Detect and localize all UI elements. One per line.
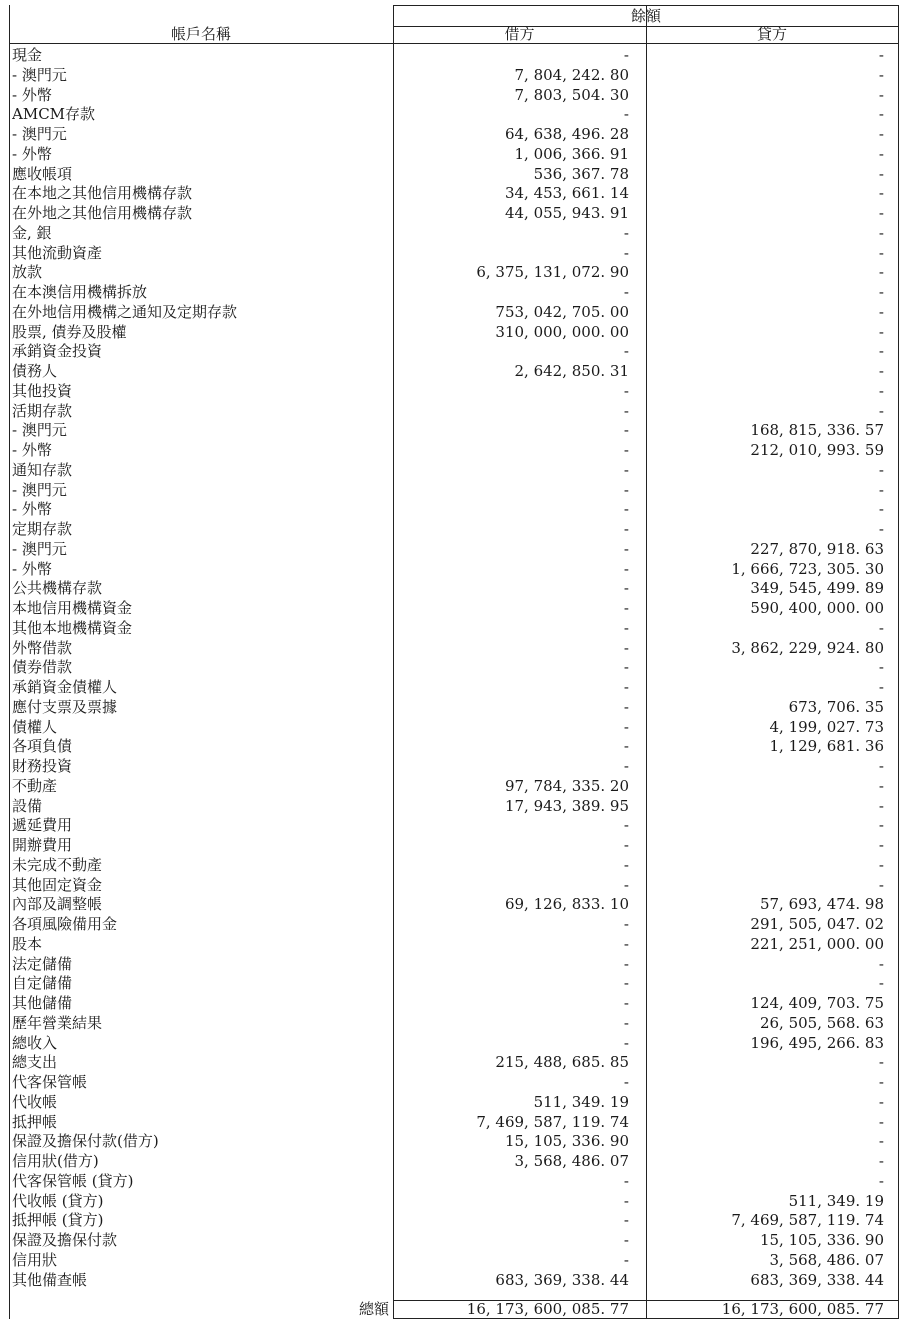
table-row (9, 835, 899, 855)
table-row (9, 697, 899, 717)
credit-value: - (878, 1073, 884, 1091)
account-name: - 外幣 (12, 559, 52, 578)
debit-value: - (623, 480, 629, 499)
credit-value: - (878, 836, 884, 854)
account-name: 總支出 (12, 1053, 58, 1072)
credit-value: 196, 495, 266. 83 (750, 1033, 884, 1052)
account-name: 股本 (12, 934, 43, 953)
credit-value: 349, 545, 499. 89 (750, 579, 884, 598)
account-name: 信用狀(借方) (12, 1152, 99, 1170)
table-row (9, 736, 899, 756)
table-row (9, 1092, 899, 1112)
credit-value: - (878, 1053, 884, 1072)
debit-value: - (623, 915, 629, 933)
debit-value: - (623, 559, 629, 578)
credit-value: - (878, 184, 884, 203)
account-name: - 澳門元 (12, 125, 67, 143)
debit-value: - (623, 539, 629, 558)
debit-value: 44, 055, 943. 91 (504, 204, 629, 222)
table-row (9, 341, 899, 361)
account-name: 公共機構存款 (12, 579, 103, 598)
debit-value: - (623, 105, 629, 124)
debit-value: 7, 803, 504. 30 (514, 85, 629, 104)
debit-value: - (623, 697, 629, 716)
account-name: 債券借款 (12, 658, 73, 677)
table-row (9, 1270, 899, 1290)
table-row (9, 934, 899, 954)
debit-value: - (623, 421, 629, 440)
account-name: 設備 (12, 796, 43, 815)
credit-value: - (878, 1092, 884, 1111)
credit-value: - (878, 401, 884, 420)
credit-value: - (878, 204, 884, 222)
debit-value: - (623, 1033, 629, 1052)
table-row (9, 124, 899, 144)
account-name: 抵押帳 (貸方) (12, 1211, 104, 1230)
debit-value: 1, 006, 366. 91 (514, 144, 629, 163)
account-name: 法定儲備 (12, 954, 73, 973)
account-name: 未完成不動產 (12, 855, 103, 874)
account-name: 本地信用機構資金 (12, 599, 133, 617)
debit-value: - (623, 717, 629, 736)
debit-value: - (623, 599, 629, 617)
table-row (9, 638, 899, 658)
table-row (9, 796, 899, 816)
table-row (9, 223, 899, 243)
table-row (9, 45, 899, 65)
account-name: - 澳門元 (12, 65, 67, 84)
total-credit: 16, 173, 600, 085. 77 (721, 1300, 884, 1318)
debit-value: 15, 105, 336. 90 (504, 1132, 629, 1151)
account-name: 放款 (12, 263, 43, 282)
credit-value: - (878, 1171, 884, 1190)
account-name: 股票, 債券及股權 (12, 322, 127, 341)
credit-value: 221, 251, 000. 00 (750, 934, 884, 953)
debit-value: - (623, 1250, 629, 1269)
credit-value: 511, 349. 19 (788, 1191, 884, 1210)
credit-value: - (878, 974, 884, 993)
credit-value: - (878, 618, 884, 637)
credit-value: - (878, 520, 884, 538)
table-row (9, 361, 899, 381)
total-debit: 16, 173, 600, 085. 77 (466, 1300, 629, 1318)
credit-value: - (878, 776, 884, 795)
debit-value: - (623, 1171, 629, 1190)
credit-value: - (878, 263, 884, 282)
table-row (9, 420, 899, 440)
credit-value: - (878, 480, 884, 499)
credit-value: - (878, 105, 884, 124)
table-row (9, 65, 899, 85)
table-row (9, 203, 899, 223)
credit-value: 57, 693, 474. 98 (759, 895, 884, 914)
debit-value: 64, 638, 496. 28 (504, 125, 629, 143)
account-name: 其他固定資金 (12, 875, 103, 894)
debit-value: - (623, 520, 629, 538)
debit-value: 17, 943, 389. 95 (504, 796, 629, 815)
debit-header: 借方 (504, 25, 535, 43)
account-name: 財務投資 (12, 757, 73, 775)
table-row (9, 756, 899, 776)
table-row (9, 677, 899, 697)
table-row (9, 578, 899, 598)
credit-value: - (878, 855, 884, 874)
credit-value: - (878, 816, 884, 835)
table-row (9, 717, 899, 737)
credit-value: - (878, 144, 884, 163)
table-row (9, 144, 899, 164)
table-row (9, 1191, 899, 1211)
debit-value: - (623, 757, 629, 775)
debit-value: - (623, 441, 629, 459)
table-row (9, 914, 899, 934)
account-name: 承銷資金投資 (12, 342, 103, 361)
table-row (9, 104, 899, 124)
credit-value: - (878, 46, 884, 64)
account-name: 不動產 (12, 776, 58, 795)
account-name: - 外幣 (12, 85, 52, 104)
credit-value: - (878, 302, 884, 321)
credit-value: - (878, 243, 884, 262)
credit-value: - (878, 223, 884, 242)
debit-value: - (623, 618, 629, 637)
debit-value: 34, 453, 661. 14 (504, 184, 629, 203)
account-name: 在外地信用機構之通知及定期存款 (12, 302, 238, 321)
credit-value: 227, 870, 918. 63 (750, 539, 884, 558)
account-name: - 澳門元 (12, 480, 67, 499)
account-name: - 澳門元 (12, 421, 67, 440)
account-name: 代收帳 (貸方) (12, 1191, 104, 1210)
table-row (9, 519, 899, 539)
credit-value: - (878, 322, 884, 341)
account-name: 保證及擔保付款(借方) (12, 1132, 159, 1151)
account-name: 在本地之其他信用機構存款 (12, 184, 193, 203)
debit-value: - (623, 223, 629, 242)
account-name: 信用狀 (12, 1250, 58, 1269)
credit-value: - (878, 164, 884, 183)
debit-value: 3, 568, 486. 07 (514, 1152, 629, 1170)
table-row (9, 480, 899, 500)
credit-value: - (878, 381, 884, 400)
table-row (9, 973, 899, 993)
account-name: 抵押帳 (12, 1112, 58, 1131)
credit-header: 貸方 (756, 25, 787, 43)
credit-value: - (878, 1112, 884, 1131)
debit-value: - (623, 46, 629, 64)
table-row (9, 1072, 899, 1092)
table-row (9, 855, 899, 875)
credit-value: 4, 199, 027. 73 (769, 717, 884, 736)
credit-value: 15, 105, 336. 90 (759, 1231, 884, 1249)
account-name: 開辦費用 (12, 836, 73, 854)
debit-value: - (623, 737, 629, 756)
account-name: 活期存款 (12, 401, 73, 420)
account-name: 其他投資 (12, 381, 73, 400)
credit-value: - (878, 65, 884, 84)
debit-value: - (623, 875, 629, 894)
debit-value: - (623, 638, 629, 657)
account-name: 應收帳項 (12, 164, 73, 183)
account-name: 內部及調整帳 (12, 895, 103, 914)
table-row (9, 539, 899, 559)
table-row (9, 1250, 899, 1270)
debit-value: 7, 469, 587, 119. 74 (476, 1112, 629, 1131)
table-row (9, 460, 899, 480)
credit-value: - (878, 125, 884, 143)
account-name: 外幣借款 (12, 638, 73, 657)
table-row (9, 322, 899, 342)
table-row (9, 499, 899, 519)
account-name: 歷年營業結果 (12, 1013, 103, 1032)
table-row (9, 1013, 899, 1033)
debit-value: 310, 000, 000. 00 (495, 322, 629, 341)
credit-value: - (878, 500, 884, 519)
account-name: 通知存款 (12, 460, 73, 479)
debit-value: 536, 367. 78 (533, 164, 629, 183)
debit-value: - (623, 579, 629, 598)
credit-value: 7, 469, 587, 119. 74 (731, 1211, 884, 1230)
table-row (9, 381, 899, 401)
account-name: 遞延費用 (12, 816, 73, 835)
account-name: 其他備查帳 (12, 1270, 88, 1289)
debit-value: - (623, 934, 629, 953)
debit-value: - (623, 1231, 629, 1249)
table-row (9, 440, 899, 460)
table-bottom-border (393, 1318, 899, 1319)
credit-value: 3, 862, 229, 924. 80 (731, 638, 884, 657)
credit-value: - (878, 875, 884, 894)
credit-value: 291, 505, 047. 02 (750, 915, 884, 933)
debit-value: - (623, 460, 629, 479)
account-name: 自定儲備 (12, 974, 73, 993)
credit-value: - (878, 658, 884, 677)
balance-header: 餘額 (630, 7, 661, 25)
debit-value: - (623, 836, 629, 854)
credit-value: 1, 129, 681. 36 (769, 737, 884, 756)
credit-value: 1, 666, 723, 305. 30 (731, 559, 884, 578)
table-row (9, 1112, 899, 1132)
account-name: 其他本地機構資金 (12, 618, 133, 637)
total-row (9, 1299, 899, 1319)
table-row (9, 1171, 899, 1191)
table-row (9, 559, 899, 579)
credit-value: 212, 010, 993. 59 (750, 441, 884, 459)
debit-value: - (623, 381, 629, 400)
account-name: - 外幣 (12, 144, 52, 163)
total-label: 總額 (358, 1300, 389, 1318)
account-name: 金, 銀 (12, 223, 52, 242)
table-row (9, 262, 899, 282)
table-row (9, 1210, 899, 1230)
debit-value: 753, 042, 705. 00 (495, 302, 629, 321)
credit-value: - (878, 757, 884, 775)
table-row (9, 598, 899, 618)
credit-value: 683, 369, 338. 44 (750, 1270, 884, 1289)
account-name: 其他儲備 (12, 994, 73, 1012)
table-row (9, 875, 899, 895)
credit-value: - (878, 85, 884, 104)
credit-value: 673, 706. 35 (788, 697, 884, 716)
account-name: - 澳門元 (12, 539, 67, 558)
debit-value: - (623, 1191, 629, 1210)
table-row (9, 401, 899, 421)
account-name: 在外地之其他信用機構存款 (12, 204, 193, 222)
table-row (9, 243, 899, 263)
debit-value: - (623, 500, 629, 519)
debit-value: - (623, 678, 629, 696)
table-row (9, 1131, 899, 1151)
table-row (9, 302, 899, 322)
table-row (9, 618, 899, 638)
debit-value: - (623, 243, 629, 262)
debit-value: 7, 804, 242. 80 (514, 65, 629, 84)
debit-value: - (623, 1013, 629, 1032)
account-name: AMCM存款 (12, 105, 96, 124)
credit-value: - (878, 796, 884, 815)
account-name: 債務人 (12, 362, 58, 380)
account-name: 在本澳信用機構拆放 (12, 283, 148, 301)
debit-value: - (623, 342, 629, 361)
account-name: 其他流動資產 (12, 243, 103, 262)
debit-value: - (623, 974, 629, 993)
debit-value: 97, 784, 335. 20 (504, 776, 629, 795)
credit-value: - (878, 362, 884, 380)
debit-value: - (623, 401, 629, 420)
debit-value: - (623, 1211, 629, 1230)
account-name: 現金 (12, 46, 43, 64)
table-row (9, 1151, 899, 1171)
debit-value: - (623, 994, 629, 1012)
account-name: 代客保管帳 (貸方) (12, 1171, 134, 1190)
credit-value: 3, 568, 486. 07 (769, 1250, 884, 1269)
account-name: 定期存款 (12, 520, 73, 538)
table-row (9, 282, 899, 302)
debit-value: 683, 369, 338. 44 (495, 1270, 629, 1289)
debit-value: - (623, 954, 629, 973)
credit-value: - (878, 342, 884, 361)
credit-value: - (878, 1132, 884, 1151)
table-row (9, 894, 899, 914)
debit-value: - (623, 855, 629, 874)
account-name: 代收帳 (12, 1092, 58, 1111)
table-row (9, 1033, 899, 1053)
credit-value: - (878, 954, 884, 973)
account-name: 總收入 (12, 1033, 58, 1052)
credit-value: 590, 400, 000. 00 (750, 599, 884, 617)
table-row (9, 85, 899, 105)
debit-value: - (623, 658, 629, 677)
account-name: 債權人 (12, 717, 58, 736)
account-name-header: 帳戶名稱 (170, 25, 231, 43)
table-row (9, 993, 899, 1013)
account-name: - 外幣 (12, 500, 52, 519)
account-name: 應付支票及票據 (12, 697, 118, 716)
credit-value: - (878, 678, 884, 696)
table-row (9, 164, 899, 184)
credit-value: 168, 815, 336. 57 (750, 421, 884, 440)
credit-value: - (878, 283, 884, 301)
table-row (9, 657, 899, 677)
table-row (9, 1230, 899, 1250)
table-row (9, 815, 899, 835)
credit-value: 26, 505, 568. 63 (759, 1013, 884, 1032)
debit-value: 215, 488, 685. 85 (495, 1053, 629, 1072)
debit-value: 6, 375, 131, 072. 90 (476, 263, 629, 282)
credit-value: - (878, 460, 884, 479)
debit-value: 69, 126, 833. 10 (504, 895, 629, 914)
credit-value: 124, 409, 703. 75 (750, 994, 884, 1012)
table-row (9, 1052, 899, 1072)
account-name: 代客保管帳 (12, 1073, 88, 1091)
table-row (9, 183, 899, 203)
account-name: 各項風險備用金 (12, 915, 118, 933)
table-row (9, 776, 899, 796)
account-name: - 外幣 (12, 441, 52, 459)
debit-value: - (623, 1073, 629, 1091)
balance-table (9, 5, 899, 1319)
account-name: 承銷資金債權人 (12, 678, 118, 696)
account-name: 保證及擔保付款 (12, 1231, 118, 1249)
debit-value: 2, 642, 850. 31 (514, 362, 629, 380)
debit-value: - (623, 816, 629, 835)
debit-value: 511, 349. 19 (533, 1092, 629, 1111)
credit-value: - (878, 1152, 884, 1170)
debit-value: - (623, 283, 629, 301)
table-row (9, 954, 899, 974)
account-name: 各項負債 (12, 737, 73, 756)
